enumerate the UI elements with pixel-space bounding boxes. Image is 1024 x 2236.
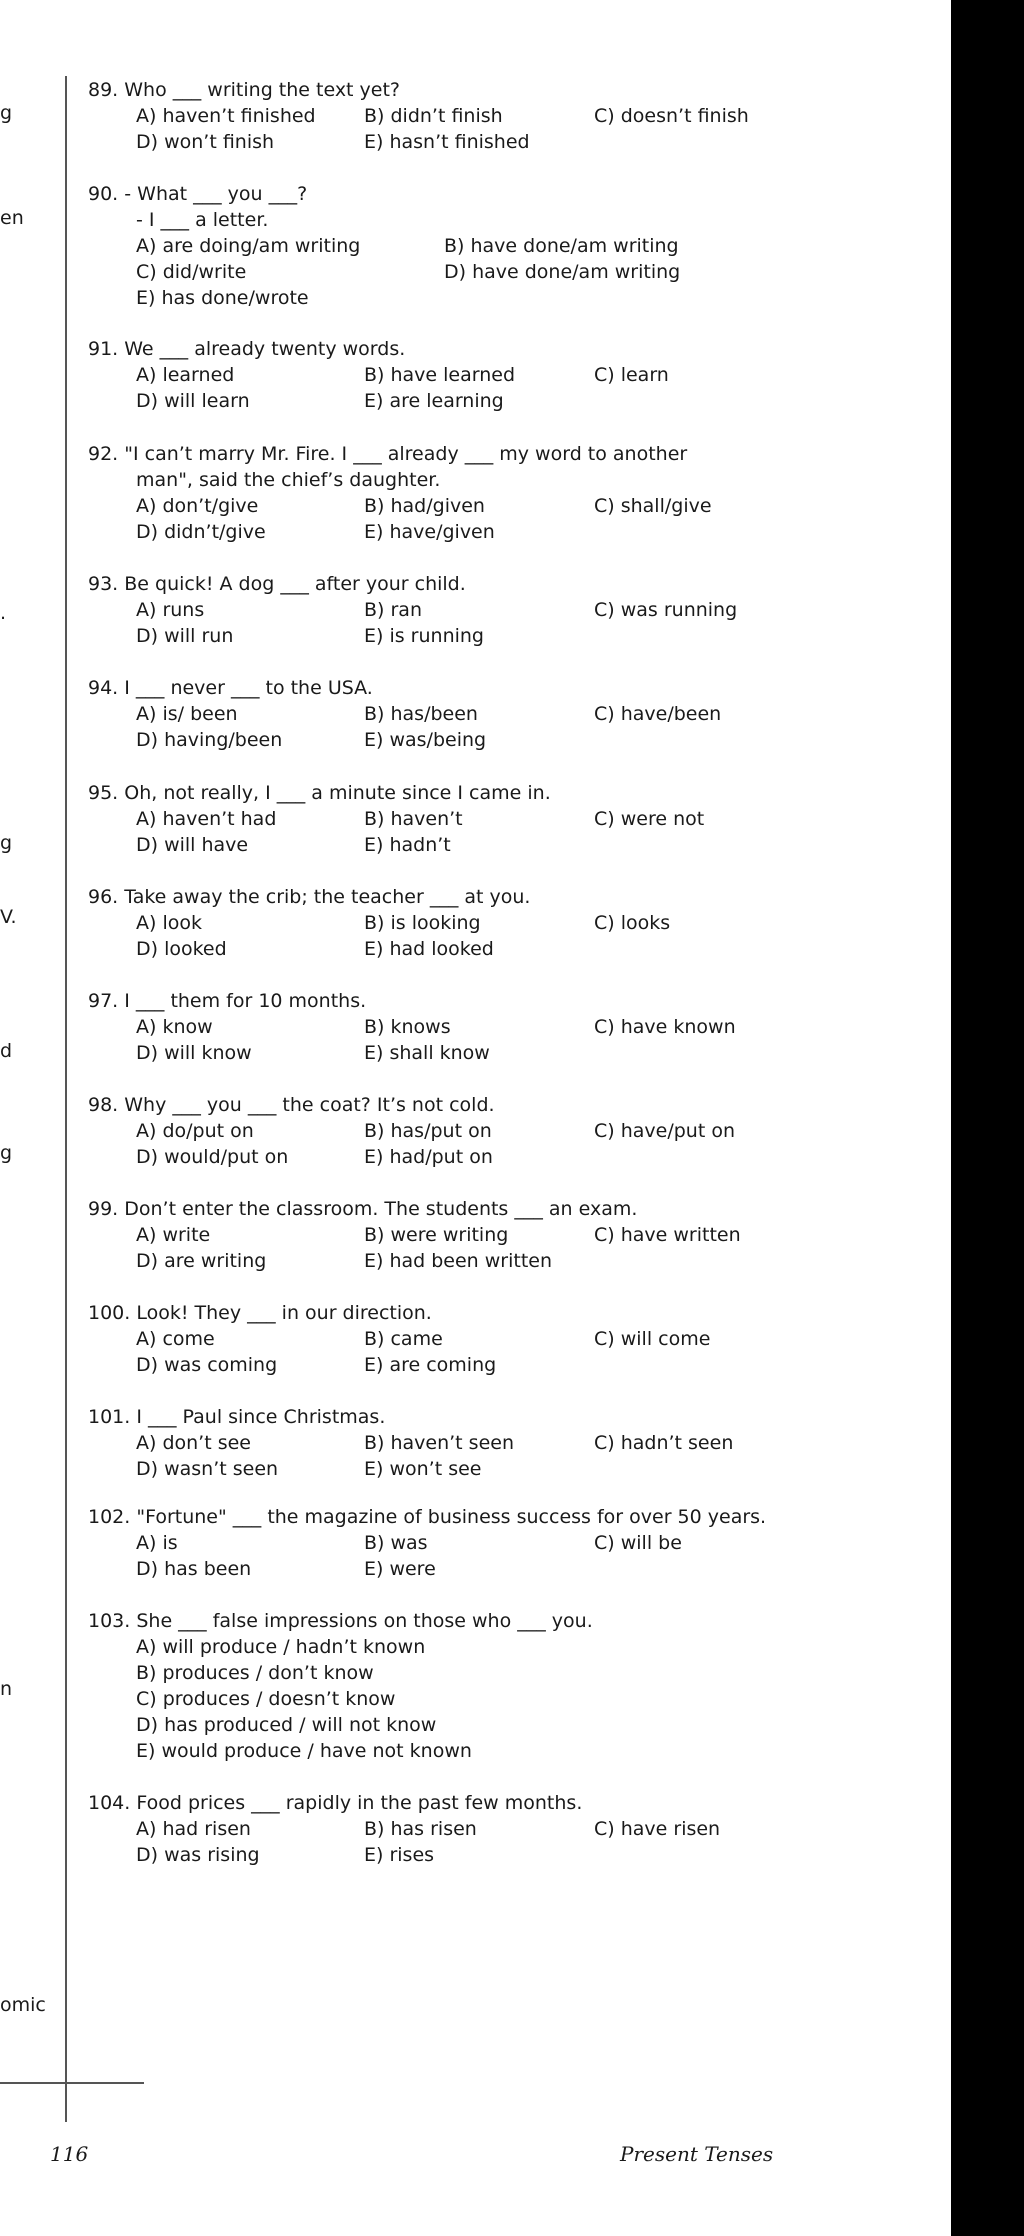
option-d: D) didn’t/give [136,521,266,543]
option-e: E) are coming [364,1354,497,1376]
option-b: B) has risen [364,1818,477,1840]
option-e: E) were [364,1558,436,1580]
section-title: Present Tenses [620,2142,774,2166]
margin-fragment: d [0,1040,13,1062]
option-b: B) have done/am writing [444,235,679,257]
option-e: E) was/being [364,729,487,751]
option-d: D) having/been [136,729,283,751]
option-b: B) were writing [364,1224,509,1246]
question-stem: 95. Oh, not really, I ___ a minute since I came in. [88,782,551,804]
margin-fragment: . [0,602,7,624]
question-stem: 93. Be quick! A dog ___ after your child. [88,573,466,595]
question-stem: 89. Who ___ writing the text yet? [88,79,401,101]
option-c: C) have known [594,1016,736,1038]
option-c: C) doesn’t finish [594,105,749,127]
option-c: C) have/been [594,703,722,725]
option-c: C) produces / doesn’t know [136,1688,396,1710]
option-d: D) won’t finish [136,131,275,153]
option-c: C) did/write [136,261,247,283]
question-stem: 90. - What ___ you ___? [88,183,308,205]
option-e: E) would produce / have not known [136,1740,472,1762]
margin-fragment: g [0,832,13,854]
option-c: C) shall/give [594,495,712,517]
option-a: A) look [136,912,202,934]
question-stem: 100. Look! They ___ in our direction. [88,1302,432,1324]
question-stem: 102. "Fortune" ___ the magazine of business success for over 50 years. [88,1506,767,1528]
margin-fragment: V. [0,906,17,928]
margin-fragment: g [0,102,13,124]
footer-rule [0,2082,144,2084]
margin-fragment: n [0,1678,13,1700]
option-c: C) was running [594,599,738,621]
option-b: B) came [364,1328,443,1350]
option-e: E) rises [364,1844,435,1866]
option-a: A) will produce / hadn’t known [136,1636,426,1658]
option-b: B) haven’t [364,808,463,830]
option-d: D) will have [136,834,249,856]
option-a: A) haven’t had [136,808,277,830]
option-b: B) was [364,1532,428,1554]
margin-fragment: omic [0,1994,46,2016]
option-b: B) didn’t finish [364,105,503,127]
option-e: E) had/put on [364,1146,493,1168]
option-d: D) will know [136,1042,252,1064]
option-d: D) was coming [136,1354,278,1376]
option-e: E) have/given [364,521,495,543]
option-a: A) come [136,1328,215,1350]
option-a: A) are doing/am writing [136,235,361,257]
option-d: D) would/put on [136,1146,289,1168]
option-d: D) have done/am writing [444,261,681,283]
option-d: D) has been [136,1558,252,1580]
option-a: A) runs [136,599,205,621]
question-stem: 104. Food prices ___ rapidly in the past few months. [88,1792,583,1814]
question-stem: 99. Don’t enter the classroom. The students ___ an exam. [88,1198,638,1220]
option-a: A) do/put on [136,1120,254,1142]
option-a: A) had risen [136,1818,251,1840]
option-a: A) write [136,1224,211,1246]
column-divider [65,76,67,2122]
option-a: A) is [136,1532,178,1554]
option-b: B) knows [364,1016,451,1038]
option-d: D) will learn [136,390,250,412]
page-number: 116 [50,2142,89,2166]
option-e: E) won’t see [364,1458,482,1480]
margin-fragment: g [0,1142,13,1164]
option-e: E) had been written [364,1250,553,1272]
option-d: D) will run [136,625,234,647]
option-c: C) will be [594,1532,682,1554]
question-stem: 98. Why ___ you ___ the coat? It’s not cold. [88,1094,495,1116]
option-e: E) has done/wrote [136,287,309,309]
option-c: C) have/put on [594,1120,735,1142]
option-b: B) ran [364,599,422,621]
option-c: C) have risen [594,1818,721,1840]
scan-edge-black [951,0,1024,2236]
option-a: A) is/ been [136,703,238,725]
option-d: D) wasn’t seen [136,1458,279,1480]
question-stem: 94. I ___ never ___ to the USA. [88,677,373,699]
option-b: B) produces / don’t know [136,1662,374,1684]
option-e: E) shall know [364,1042,490,1064]
option-a: A) don’t/give [136,495,259,517]
option-c: C) have written [594,1224,741,1246]
question-stem: 103. She ___ false impressions on those who ___ you. [88,1610,593,1632]
question-stem-line2: - I ___ a letter. [136,209,269,231]
option-b: B) has/put on [364,1120,492,1142]
option-b: B) had/given [364,495,485,517]
option-a: A) haven’t finished [136,105,316,127]
option-c: C) hadn’t seen [594,1432,734,1454]
option-e: E) had looked [364,938,494,960]
question-stem-line2: man", said the chief’s daughter. [136,469,441,491]
question-stem: 97. I ___ them for 10 months. [88,990,367,1012]
option-e: E) hadn’t [364,834,451,856]
option-b: B) haven’t seen [364,1432,514,1454]
option-d: D) looked [136,938,227,960]
option-c: C) looks [594,912,671,934]
option-e: E) are learning [364,390,504,412]
option-b: B) has/been [364,703,478,725]
option-a: A) learned [136,364,235,386]
option-e: E) hasn’t finished [364,131,530,153]
option-e: E) is running [364,625,484,647]
option-a: A) don’t see [136,1432,251,1454]
option-d: D) are writing [136,1250,267,1272]
option-c: C) will come [594,1328,711,1350]
margin-fragment: en [0,207,24,229]
question-stem: 96. Take away the crib; the teacher ___ at you. [88,886,531,908]
option-a: A) know [136,1016,213,1038]
option-b: B) is looking [364,912,481,934]
option-c: C) were not [594,808,705,830]
question-stem: 91. We ___ already twenty words. [88,338,406,360]
option-d: D) was rising [136,1844,260,1866]
option-c: C) learn [594,364,669,386]
question-stem: 101. I ___ Paul since Christmas. [88,1406,386,1428]
question-stem: 92. "I can’t marry Mr. Fire. I ___ already ___ my word to another [88,443,688,465]
option-d: D) has produced / will not know [136,1714,437,1736]
option-b: B) have learned [364,364,516,386]
